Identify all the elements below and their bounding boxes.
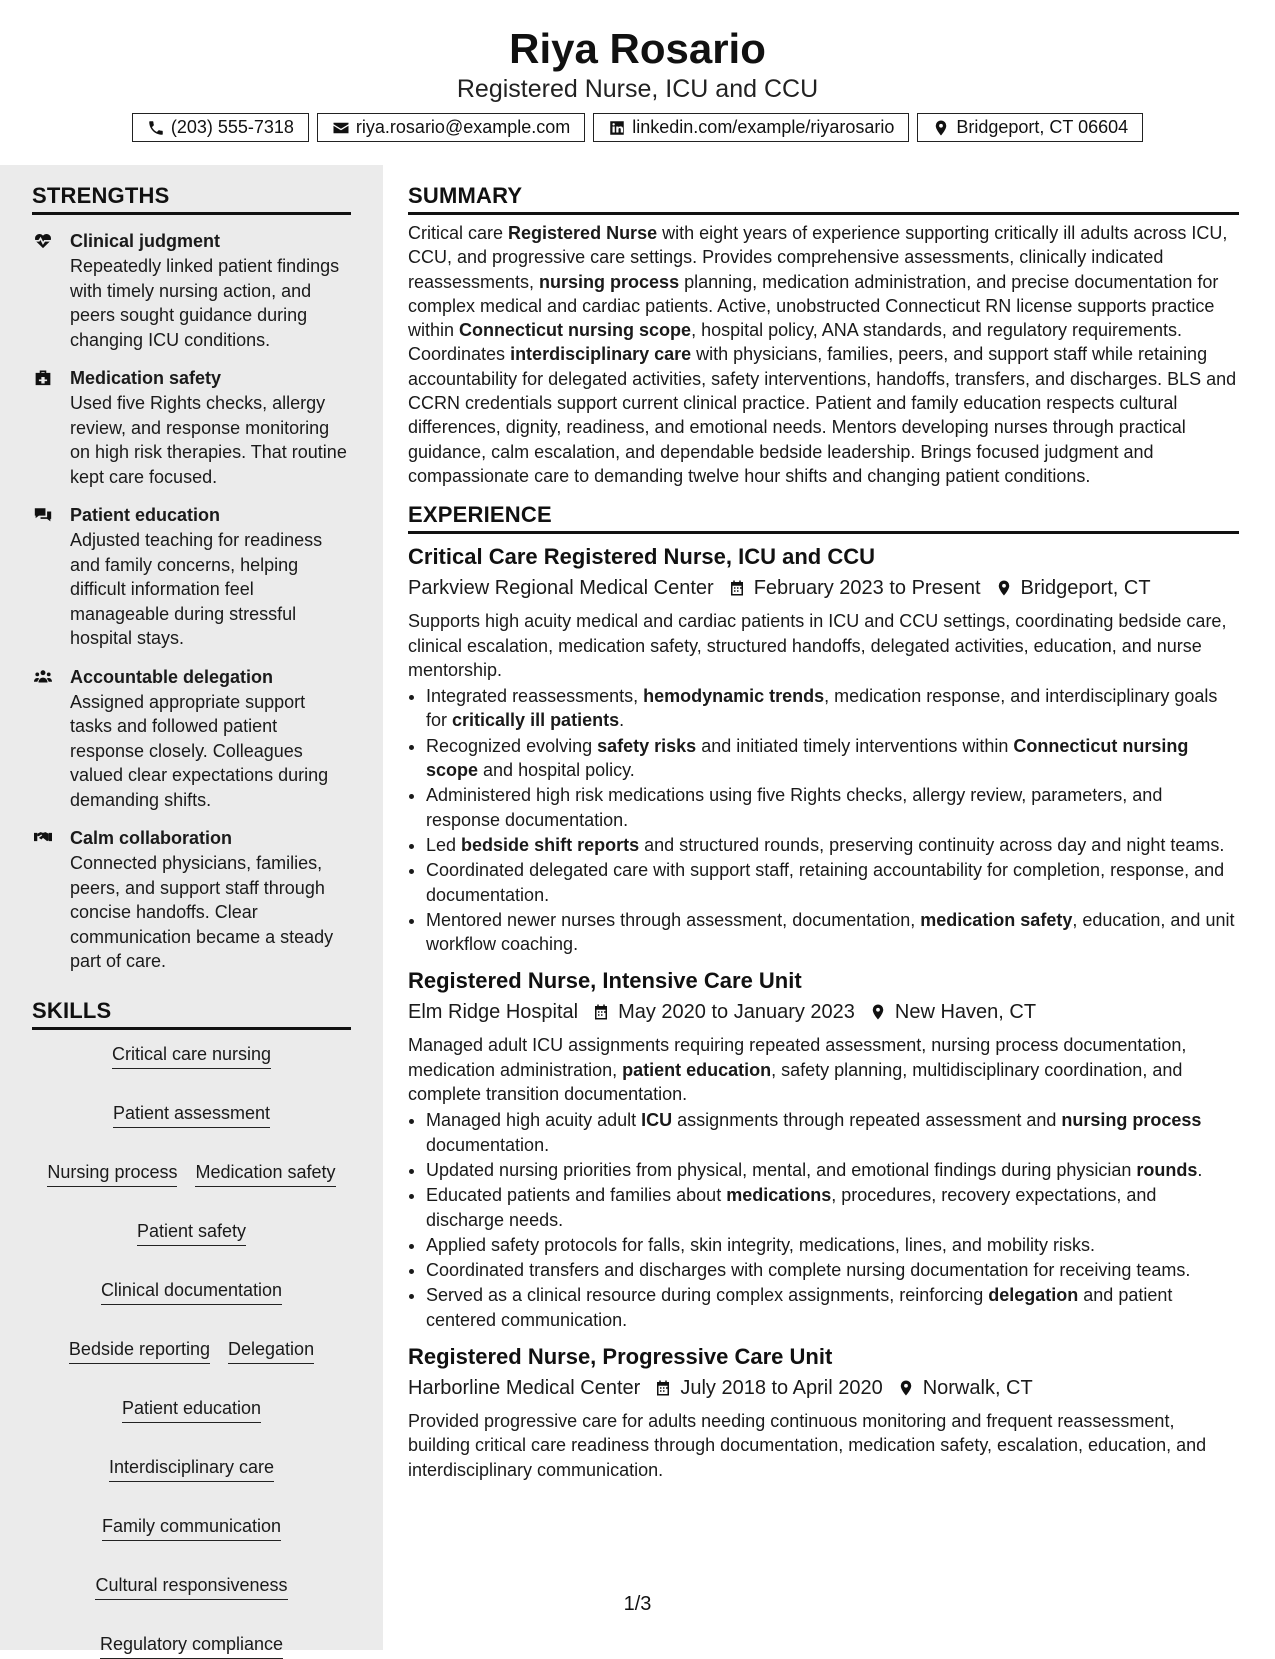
comments-icon [32,503,58,527]
calendar-icon [592,1003,610,1021]
strength-description: Assigned appropriate support tasks and followed patient response closely. Colleagues valued clear expectations during demanding shifts. [70,691,329,810]
job-bullet: • Applied safety protocols for falls, skin integrity, medications, lines, and mobility risks. [426,1233,1239,1257]
job-bullet: • Coordinated delegated care with support staff, retaining accountability for completion, response, and documentation. [426,858,1239,907]
job-title: Critical Care Registered Nurse, ICU and CCU [408,544,876,570]
strength-item [32,366,351,489]
linkedin-icon [608,119,626,137]
job-dates: May 2020 to January 2023 [618,1001,855,1024]
contact-location[interactable] [917,113,1143,142]
skill-tag: Patient education [122,1396,261,1423]
strength-description: Used five Rights checks, allergy review, and response monitoring on high risk therapies. That routine kept care focused. [70,393,347,487]
highlight-text: critically ill patients [452,710,620,731]
strength-item [32,503,351,651]
strengths-list [32,229,351,974]
highlight-text: medication safety [920,909,1073,930]
experience-list [408,542,1239,1482]
job-bullets [408,1108,1239,1332]
page-number: 1/3 [623,1593,652,1615]
skill-tag: Cultural responsiveness [95,1573,287,1600]
job-bullet: • Administered high risk medications using five Rights checks, allergy review, parameters, and response documentation. [426,783,1239,832]
map-marker-icon [995,579,1013,597]
job-bullet: • Integrated reassessments, hemodynamic trends, medication response, and interdisciplinary goals for critically ill patients. [426,684,1239,733]
contact-location-text: Bridgeport, CT 06604 [956,117,1129,137]
job-bullet: • Served as a clinical resource during complex assignments, reinforcing delegation and patient centered communication. [426,1283,1239,1332]
map-marker-icon [897,1379,915,1397]
strength-description: Connected physicians, families, peers, and support staff through concise handoffs. Clear communication became a steady part of care. [70,853,334,971]
skills-heading: SKILLS [32,998,351,1030]
contact-bar [0,113,1275,142]
job-meta [408,997,1239,1027]
skill-tag: Nursing process [47,1160,177,1187]
strength-item [32,665,351,813]
handshake-icon [32,826,58,850]
job-dates: February 2023 to Present [753,577,981,600]
strengths-heading: STRENGTHS [32,183,351,215]
strength-name: Patient education [70,505,221,525]
skills-list [32,1042,351,1659]
highlight-text: Registered Nurse [508,223,658,243]
skill-tag: Patient assessment [113,1101,270,1128]
strength-name: Calm collaboration [70,828,233,848]
job-bullet: • Led bedside shift reports and structured rounds, preserving continuity across day and night teams. [426,833,1239,857]
skill-tag: Interdisciplinary care [109,1455,274,1482]
skill-tag: Regulatory compliance [100,1632,283,1659]
highlight-text: patient education [622,1059,772,1080]
job-bullet: • Updated nursing priorities from physical, mental, and emotional findings during physician rounds. [426,1158,1239,1182]
job-description: Managed adult ICU assignments requiring repeated assessment, nursing process documentation, medication administration, patient education, safety planning, multidisciplinary coordination, and complete transition documentation. [408,1035,1187,1105]
skill-tag: Critical care nursing [112,1042,271,1069]
employer-name: Parkview Regional Medical Center [408,577,714,600]
skill-tag: Medication safety [195,1160,335,1187]
employer-name: Harborline Medical Center [408,1376,641,1399]
highlight-text: rounds [1136,1159,1198,1180]
job-bullet: • Educated patients and families about medications, procedures, recovery expectations, and discharge needs. [426,1183,1239,1232]
strength-item [32,826,351,974]
highlight-text: nursing process [1061,1110,1202,1131]
highlight-text: medications [726,1185,832,1206]
job-description: Supports high acuity medical and cardiac patients in ICU and CCU settings, coordinating bedside care, clinical escalation, medication safety, structured handoffs, delegated activities, education, and nurse mentorship. [408,611,1227,680]
team-icon [32,665,58,689]
medical-kit-icon [32,366,58,390]
strength-description: Adjusted teaching for readiness and family concerns, helping difficult information feel manageable during stressful hospital stays. [70,530,323,648]
envelope-icon [332,119,350,137]
contact-linkedin-text: linkedin.com/example/riyarosario [632,117,895,137]
job-bullet: • Coordinated transfers and discharges with complete nursing documentation for receiving teams. [426,1258,1239,1282]
job-entry [408,542,1239,956]
highlight-text: Connecticut nursing scope [459,320,692,341]
map-marker-icon [869,1003,887,1021]
skill-tag: Patient safety [137,1219,246,1246]
job-dates: July 2018 to April 2020 [680,1376,883,1399]
highlight-text: Connecticut nursing scope [426,735,1189,781]
job-title: Registered Nurse, Progressive Care Unit [408,1343,833,1369]
summary-heading: SUMMARY [408,183,1239,215]
heartbeat-icon [32,229,58,253]
strength-item [32,229,351,352]
summary-text: Critical care Registered Nurse with eight years of experience supporting critically ill adults across ICU, CCU, and progressive care settings. Provides comprehensive assessments, clinically indicated reassessments, nursing process planning, medication administration, and precise documentation for complex medical and cardiac patients. Active, unobstructed Connecticut RN license supports practice within Connecticut nursing scope, hospital policy, ANA standards, and regulatory requirements. Coordinates interdisciplinary care with physicians, families, peers, and support staff while retaining accountability for delegated activities, safety interventions, handoffs, transfers, and discharges. BLS and CCRN credentials support current clinical practice. Patient and family education respects cultural differences, dignity, readiness, and emotional needs. Mentors developing nurses through practical guidance, calm escalation, and dependable bedside leadership. Brings focused judgment and compassionate care to demanding twelve hour shifts and changing patient conditions. [408,223,1237,486]
highlight-text: hemodynamic trends [643,686,825,707]
resume-header [0,0,1275,165]
job-location: New Haven, CT [894,1001,1037,1024]
job-entry [408,1342,1239,1482]
highlight-text: nursing process [539,271,680,292]
contact-phone[interactable] [132,113,309,142]
contact-phone-text: (203) 555-7318 [170,117,294,137]
job-bullets [408,684,1239,956]
highlight-text: interdisciplinary care [510,344,692,365]
employer-name: Elm Ridge Hospital [408,1001,579,1024]
main-column [408,165,1239,1482]
skill-tag: Delegation [228,1337,314,1364]
calendar-icon [728,579,746,597]
skill-tag: Bedside reporting [69,1337,210,1364]
strength-name: Accountable delegation [70,666,274,687]
skill-tag: Clinical documentation [101,1278,282,1305]
calendar-icon [654,1379,672,1397]
phone-icon [147,119,165,137]
candidate-name: Riya Rosario [509,25,766,72]
contact-linkedin[interactable] [593,113,909,142]
highlight-text: bedside shift reports [461,834,640,855]
job-meta [408,573,1239,603]
job-title: Registered Nurse, Intensive Care Unit [408,968,802,994]
job-bullet: • Managed high acuity adult ICU assignments through repeated assessment and nursing process documentation. [426,1108,1239,1157]
job-location: Norwalk, CT [922,1376,1033,1399]
strength-name: Medication safety [70,368,222,388]
contact-email[interactable] [317,113,585,142]
sidebar [0,165,383,1654]
job-bullet: • Recognized evolving safety risks and initiated timely interventions within Connecticut nursing scope and hospital policy. [426,734,1239,783]
candidate-title: Registered Nurse, ICU and CCU [456,75,819,103]
highlight-text: safety risks [597,735,697,756]
highlight-text: ICU [641,1110,673,1131]
experience-heading: EXPERIENCE [408,502,1239,534]
job-bullet: • Mentored newer nurses through assessment, documentation, medication safety, education, and unit workflow coaching. [426,908,1239,957]
job-entry [408,966,1239,1332]
highlight-text: delegation [988,1285,1079,1306]
job-description: Provided progressive care for adults needing continuous monitoring and frequent reassessment, building critical care readiness through documentation, medication safety, escalation, education, and interdisciplinary communication. [408,1410,1207,1480]
skill-tag: Family communication [102,1514,281,1541]
strength-name: Clinical judgment [70,231,221,251]
map-marker-icon [932,119,950,137]
contact-email-text: riya.rosario@example.com [355,117,571,137]
strength-description: Repeatedly linked patient findings with timely nursing action, and peers sought guidance during changing ICU conditions. [70,256,340,350]
job-location: Bridgeport, CT [1020,577,1151,600]
job-meta [408,1373,1239,1403]
